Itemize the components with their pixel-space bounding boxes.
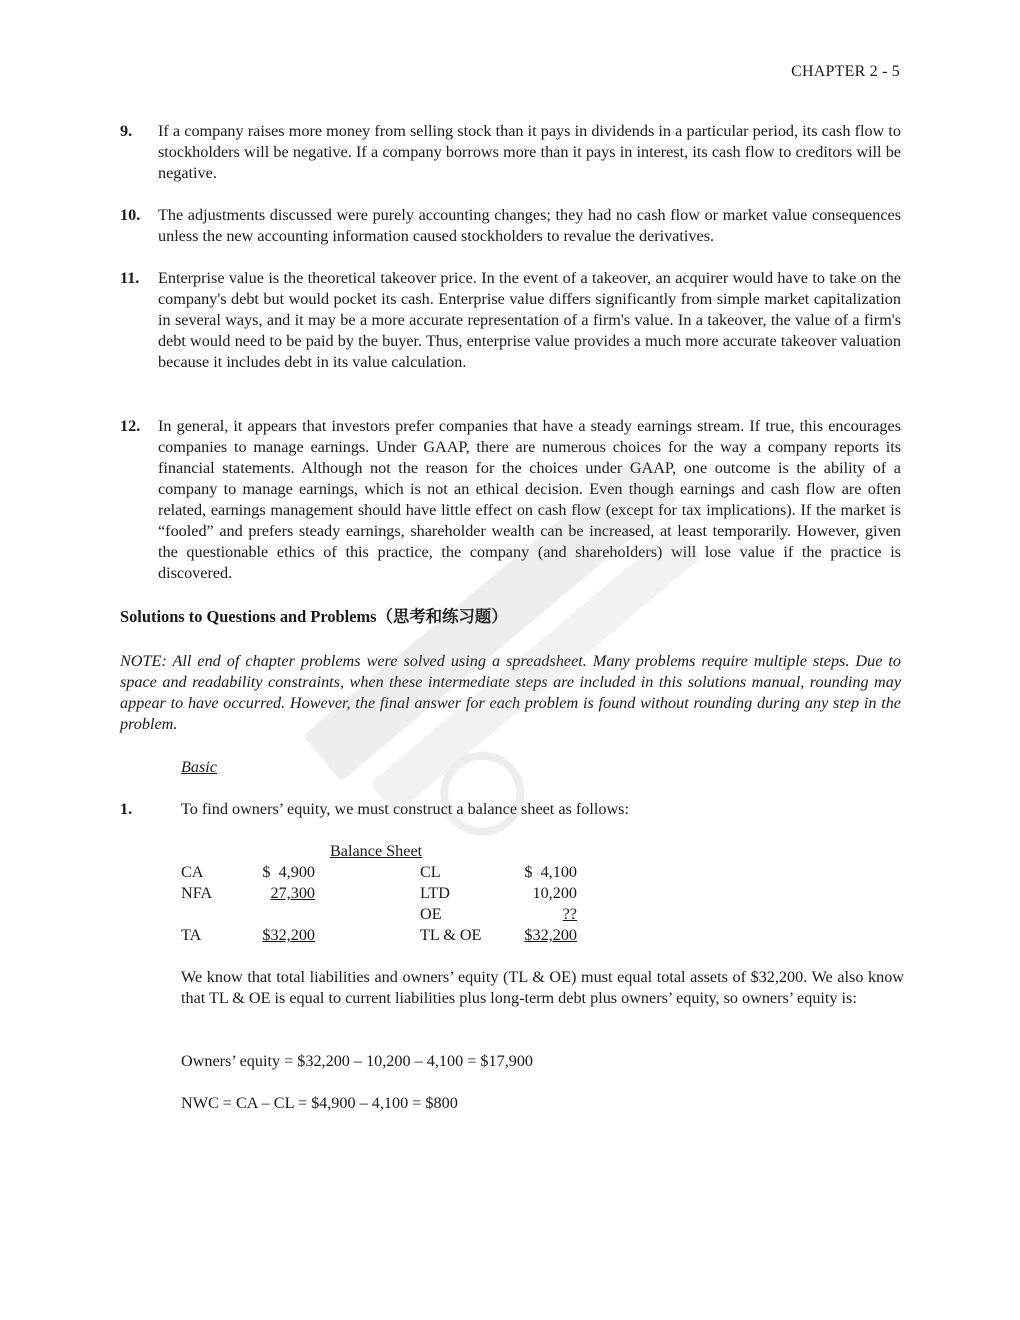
question-text: If a company raises more money from selling stock than it pays in dividends in a particular period, its cash flow to stockholders will be negative. If a company borrows more than it pays in interest, its cash flow to creditors will be negative.	[158, 122, 901, 182]
question-9	[120, 121, 901, 184]
bs-right-value: $ 4,100	[524, 863, 577, 881]
section-heading: Solutions to Questions and Problems（思考和练习题）	[120, 607, 508, 626]
problem-intro: To find owners’ equity, we must construct a balance sheet as follows:	[181, 800, 629, 818]
nwc-equation: NWC = CA – CL = $4,900 – 4,100 = $800	[181, 1094, 458, 1112]
bs-left-value: $ 4,900	[262, 863, 315, 881]
question-text: In general, it appears that investors prefer companies that have a steady earnings stream. If true, this encourages companies to manage earnings. Under GAAP, there are numerous choices for the way a company reports its financial statements. Although not the reason for the choices under GAAP, one outcome is the ability of a company to manage earnings, which is not an ethical decision. Even though earnings and cash flow are often related, earnings management should have little effect on cash flow (except for tax implications). If the market is “fooled” and prefers steady earnings, shareholder wealth can be increased, at least temporarily. However, given the questionable ethics of this practice, the company (and shareholders) will lose value if the practice is discovered.	[158, 417, 901, 582]
balance-sheet-title: Balance Sheet	[330, 842, 423, 860]
bs-left-value: 27,300	[270, 884, 315, 902]
bs-right-value: 10,200	[532, 884, 577, 902]
bs-right-value: $32,200	[524, 926, 577, 944]
solutions-note: NOTE: All end of chapter problems were solved using a spreadsheet. Many problems require multiple steps. Due to space and readability constraints, when these intermediate steps are included in this solutions manual, rounding may appear to have occurred. However, the final answer for each problem is found without rounding during any step in the problem.	[120, 652, 901, 733]
question-number: 9.	[120, 122, 133, 140]
question-number: 12.	[120, 417, 141, 435]
question-10	[120, 205, 901, 247]
bs-right-value: ??	[562, 905, 577, 923]
basic-label: Basic	[181, 758, 217, 776]
bs-right-label: TL & OE	[420, 926, 482, 944]
bs-right-label: LTD	[420, 884, 450, 902]
bs-left-label: TA	[181, 926, 202, 944]
question-text: Enterprise value is the theoretical takeover price. In the event of a takeover, an acquirer would have to take on the company's debt but would pocket its cash. Enterprise value differs significantly from simple market capitalization in several ways, and it may be a more accurate representation of a firm's value. In a takeover, the value of a firm's debt would need to be paid by the buyer. Thus, enterprise value provides a much more accurate takeover valuation because it includes debt in its value calculation.	[158, 269, 901, 371]
bs-right-label: CL	[420, 863, 441, 881]
question-11	[120, 268, 901, 373]
owners-equity-equation: Owners’ equity = $32,200 – 10,200 – 4,100 = $17,900	[181, 1052, 534, 1070]
explanation-paragraph: We know that total liabilities and owners’ equity (TL & OE) must equal total assets of $32,200. We also know that TL & OE is equal to current liabilities plus long-term debt plus owners’ equity, so owners’ equity is:	[181, 968, 904, 1007]
question-text: The adjustments discussed were purely accounting changes; they had no cash flow or market value consequences unless the new accounting information caused stockholders to revalue the derivatives.	[158, 206, 901, 245]
question-number: 10.	[120, 206, 141, 224]
problem-number: 1.	[120, 800, 133, 818]
bs-left-value: $32,200	[262, 926, 315, 944]
question-number: 11.	[120, 269, 140, 287]
bs-right-label: OE	[420, 905, 442, 923]
question-12	[120, 416, 901, 584]
bs-left-label: CA	[181, 863, 204, 881]
page-header: CHAPTER 2 - 5	[791, 63, 900, 80]
bs-left-label: NFA	[181, 884, 213, 902]
